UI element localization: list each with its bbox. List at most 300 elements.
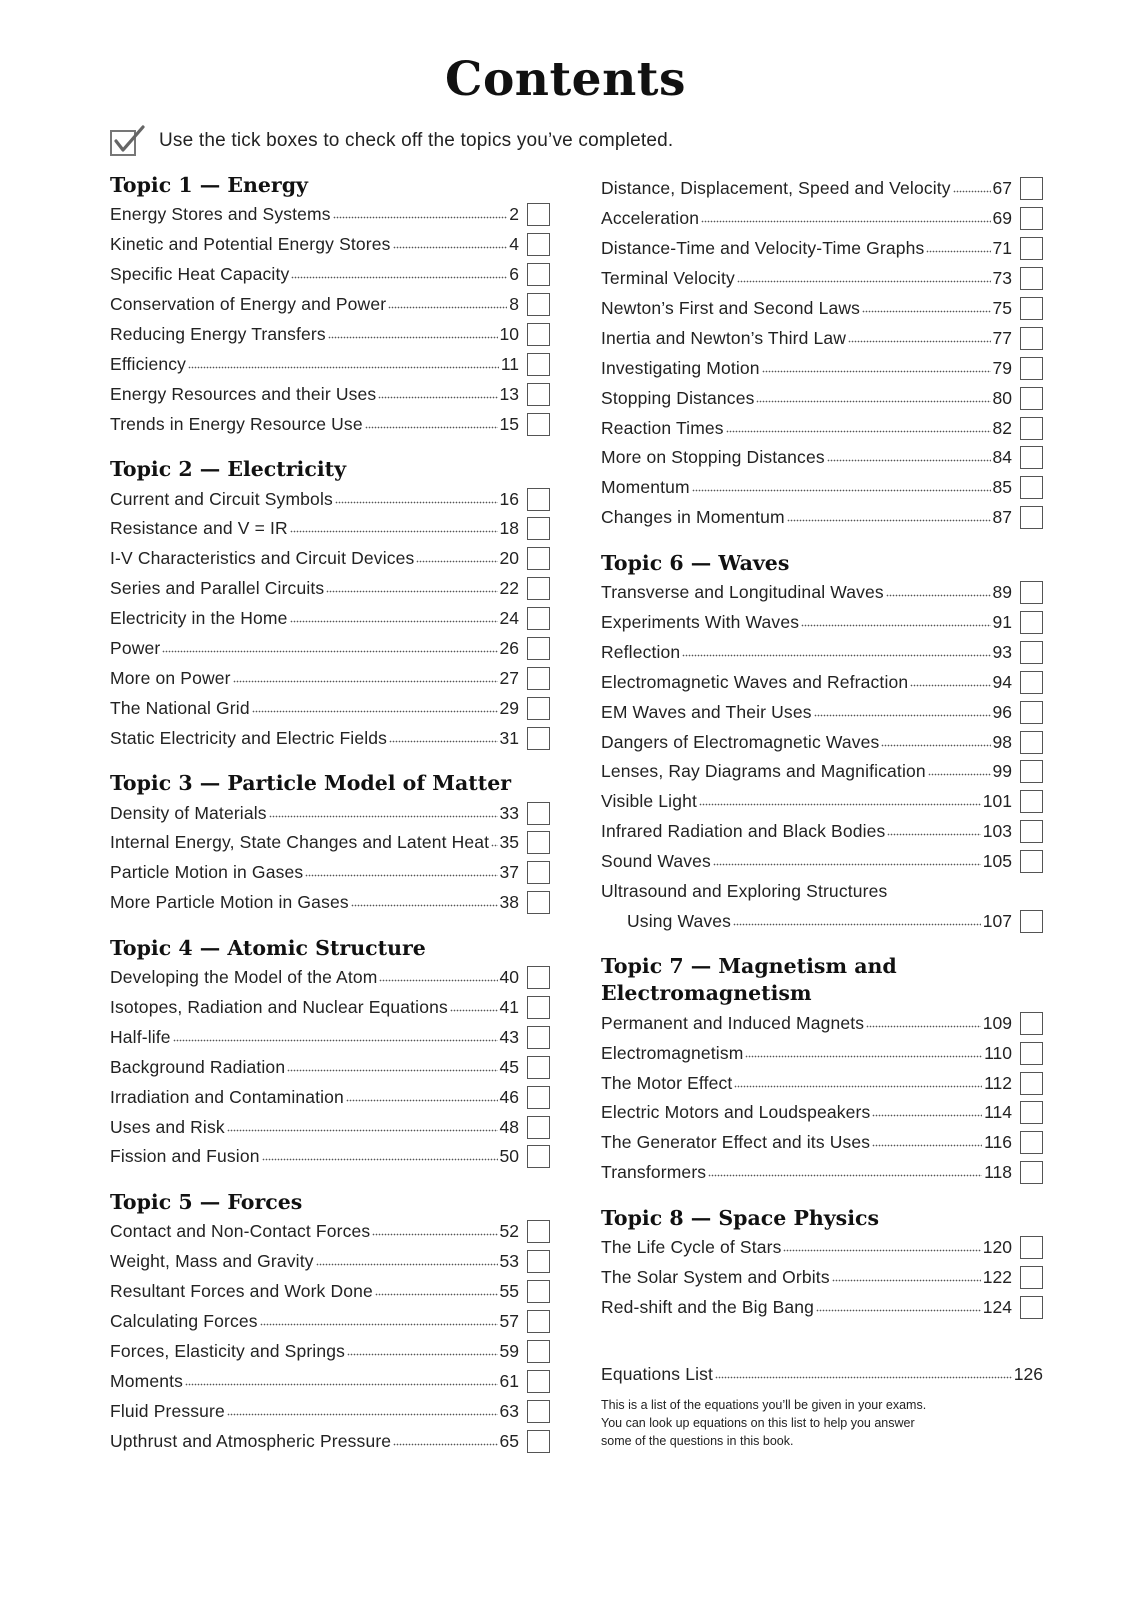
entry-title: Conservation of Energy and Power: [110, 294, 387, 315]
tick-instructions: [110, 125, 673, 157]
tick-box-checkbox[interactable]: [1020, 506, 1043, 529]
tick-box-checkbox[interactable]: [1020, 267, 1043, 290]
page-number: 40: [499, 967, 519, 988]
contents-entry[interactable]: [110, 963, 550, 993]
tick-box-checkbox[interactable]: [1020, 1072, 1043, 1095]
contents-entry[interactable]: [601, 264, 1043, 294]
tick-box-checkbox[interactable]: [527, 727, 550, 750]
entry-title: Series and Parallel Circuits: [110, 578, 325, 599]
entry-title: Isotopes, Radiation and Nuclear Equations: [110, 997, 448, 1018]
dot-leader: [756, 399, 990, 404]
contents-entry[interactable]: [601, 1068, 1043, 1098]
contents-entry[interactable]: [110, 200, 550, 230]
page-number: 87: [992, 507, 1012, 528]
contents-entry[interactable]: [601, 1008, 1043, 1038]
contents-entry[interactable]: [110, 260, 550, 290]
page-number: 11: [500, 353, 519, 374]
topic-section: [110, 456, 550, 753]
tick-box-checkbox[interactable]: [527, 1340, 550, 1363]
dot-leader: [188, 365, 499, 370]
contents-entry[interactable]: [110, 1337, 550, 1367]
tick-box-checkbox[interactable]: [1020, 1236, 1043, 1259]
entry-title: Momentum: [601, 477, 690, 498]
contents-entry[interactable]: [601, 413, 1043, 443]
entry-title: More on Stopping Distances: [601, 447, 825, 468]
page-number: 38: [499, 892, 519, 913]
entry-title: Energy Resources and their Uses: [110, 383, 377, 404]
contents-entry[interactable]: [601, 383, 1043, 413]
contents-entry[interactable]: [110, 1396, 550, 1426]
tick-box-checkbox[interactable]: [1020, 581, 1043, 604]
contents-entry[interactable]: [601, 757, 1043, 787]
page-number: 15: [499, 413, 519, 434]
page-number: 124: [982, 1296, 1012, 1317]
page-number: 105: [982, 851, 1012, 872]
dot-leader: [162, 649, 497, 654]
entry-title: Electromagnetic Waves and Refraction: [601, 671, 909, 692]
dot-leader: [701, 219, 990, 224]
tick-box-checkbox[interactable]: [527, 1116, 550, 1139]
tick-box-checkbox[interactable]: [527, 517, 550, 540]
page-number: 16: [499, 488, 519, 509]
tick-box-checkbox[interactable]: [1020, 237, 1043, 260]
topic-section: [110, 172, 550, 439]
contents-entry[interactable]: [110, 544, 550, 574]
contents-entry[interactable]: [110, 1022, 550, 1052]
dot-leader: [326, 589, 497, 594]
dot-leader: [227, 1128, 498, 1133]
entry-title: Dangers of Electromagnetic Waves: [601, 731, 880, 752]
tick-box-checkbox[interactable]: [527, 996, 550, 1019]
tick-box-checkbox[interactable]: [527, 1145, 550, 1168]
dot-leader: [910, 683, 990, 688]
page-number: 84: [992, 447, 1012, 468]
contents-entry[interactable]: [601, 1158, 1043, 1188]
entry-title: Reducing Energy Transfers: [110, 324, 326, 344]
tick-box-checkbox[interactable]: [527, 1250, 550, 1273]
dot-leader: [262, 1157, 498, 1162]
dot-leader: [491, 843, 497, 848]
entry-title: Specific Heat Capacity: [110, 264, 290, 285]
page-number: 82: [992, 417, 1012, 438]
dot-leader: [305, 873, 497, 878]
dot-leader: [372, 1232, 497, 1237]
entry-title: Moments: [110, 1370, 184, 1391]
tick-box-checkbox[interactable]: [1020, 1042, 1043, 1065]
page-number: 2: [509, 204, 519, 225]
contents-right-column: [601, 172, 1043, 1322]
contents-entry[interactable]: [110, 230, 550, 260]
tick-box-checkbox[interactable]: [527, 488, 550, 511]
contents-entry[interactable]: [110, 1112, 550, 1142]
page-number: 6: [509, 264, 519, 285]
page-number: 85: [992, 477, 1012, 498]
tick-box-checkbox[interactable]: [527, 697, 550, 720]
dot-leader: [827, 458, 991, 463]
tick-box-checkbox[interactable]: [1020, 207, 1043, 230]
contents-entry[interactable]: [110, 574, 550, 604]
topic-heading: Topic 1 — Energy: [110, 173, 308, 197]
topic-heading: Topic 4 — Atomic Structure: [110, 935, 426, 960]
tick-box-checkbox[interactable]: [1020, 910, 1043, 933]
topic-heading: Topic 6 — Waves: [601, 550, 790, 575]
page-number: 98: [992, 731, 1012, 752]
contents-entry[interactable]: [110, 888, 550, 918]
contents-entry[interactable]: [601, 1263, 1043, 1293]
page-number: 118: [984, 1162, 1012, 1183]
tick-box-checkbox[interactable]: [527, 1370, 550, 1393]
contents-entry[interactable]: [110, 1247, 550, 1277]
page-number: 8: [509, 294, 519, 315]
page-number: 109: [982, 1012, 1012, 1033]
entry-title: Background Radiation: [110, 1056, 286, 1077]
page-number: 126: [1013, 1364, 1043, 1385]
tick-box-checkbox[interactable]: [1020, 1101, 1043, 1124]
tick-box-checkbox[interactable]: [527, 637, 550, 660]
tick-box-checkbox[interactable]: [527, 413, 550, 436]
contents-entry[interactable]: [601, 473, 1043, 503]
page-number: 65: [499, 1430, 519, 1451]
entry-title: Reaction Times: [601, 417, 724, 438]
tick-box-checkbox[interactable]: [1020, 476, 1043, 499]
page-number: 46: [499, 1086, 519, 1107]
tick-box-checkbox[interactable]: [1020, 177, 1043, 200]
tick-box-checkbox[interactable]: [527, 383, 550, 406]
page-number: 89: [992, 582, 1012, 603]
entry-title: Lenses, Ray Diagrams and Magnification: [601, 761, 926, 782]
entry-title: Developing the Model of the Atom: [110, 967, 378, 988]
contents-entry[interactable]: [601, 353, 1043, 383]
entry-title: Efficiency: [110, 353, 187, 374]
contents-entry[interactable]: [601, 877, 1043, 907]
contents-entry[interactable]: [601, 608, 1043, 638]
topic-section: [601, 1205, 1043, 1323]
topic-heading: Topic 7 — Magnetism and: [601, 954, 897, 979]
entry-title: Ultrasound and Exploring Structures: [601, 881, 888, 902]
dot-leader: [814, 713, 991, 718]
page-number: 43: [499, 1026, 519, 1047]
dot-leader: [801, 623, 990, 628]
contents-entry[interactable]: [601, 578, 1043, 608]
entry-title: Density of Materials: [110, 802, 267, 823]
dot-leader: [715, 1375, 1012, 1380]
page-number: 26: [499, 638, 519, 659]
page-number: 71: [992, 238, 1012, 259]
entry-title: Distance, Displacement, Speed and Velocity: [601, 178, 951, 199]
page-number: 122: [982, 1267, 1012, 1288]
page-number: 41: [499, 997, 519, 1018]
tick-box-checkbox[interactable]: [527, 577, 550, 600]
page-number: 10: [499, 324, 519, 344]
page-number: 80: [992, 387, 1012, 408]
page-number: 35: [499, 832, 519, 853]
contents-entry[interactable]: [601, 787, 1043, 817]
dot-leader: [692, 488, 991, 493]
tick-box-checkbox[interactable]: [1020, 1131, 1043, 1154]
topic-heading: Topic 5 — Forces: [110, 1189, 303, 1214]
tick-box-checkbox[interactable]: [1020, 357, 1043, 380]
entry-title: Irradiation and Contamination: [110, 1086, 344, 1107]
tick-box-checkbox[interactable]: [1020, 297, 1043, 320]
intro-text: Use the tick boxes to check off the topics you’ve completed.: [159, 130, 674, 151]
contents-entry[interactable]: [601, 294, 1043, 324]
dot-leader: [713, 862, 981, 867]
contents-entry[interactable]: [601, 503, 1043, 533]
page-number: 116: [984, 1132, 1012, 1153]
tick-box-checkbox[interactable]: [1020, 387, 1043, 410]
entry-title: Changes in Momentum: [601, 507, 785, 528]
page-number: 75: [992, 298, 1012, 318]
contents-entry[interactable]: [110, 514, 550, 544]
entry-title: Permanent and Induced Magnets: [601, 1012, 865, 1033]
contents-entry[interactable]: [601, 847, 1043, 877]
dot-leader: [886, 593, 991, 598]
contents-entry[interactable]: [110, 484, 550, 514]
entry-title: The Solar System and Orbits: [601, 1267, 830, 1288]
contents-entry[interactable]: [110, 993, 550, 1023]
dot-leader: [287, 1068, 497, 1073]
tick-box-checkbox[interactable]: [1020, 1266, 1043, 1289]
dot-leader: [872, 1143, 982, 1148]
contents-entry[interactable]: [110, 1142, 550, 1172]
tick-box-checkbox[interactable]: [527, 1056, 550, 1079]
page-number: 94: [992, 671, 1012, 692]
dot-leader: [726, 429, 991, 434]
dot-leader: [379, 978, 497, 983]
tick-box-checkbox[interactable]: [527, 891, 550, 914]
tick-box-checkbox[interactable]: [527, 263, 550, 286]
contents-entry[interactable]: [601, 234, 1043, 264]
tick-box-checkbox[interactable]: [1020, 417, 1043, 440]
tick-box-checkbox[interactable]: [527, 1430, 550, 1453]
topic-heading: Topic 8 — Space Physics: [601, 1205, 880, 1230]
tick-box-checkbox[interactable]: [527, 547, 550, 570]
entry-title: The National Grid: [110, 697, 250, 718]
contents-entry[interactable]: [601, 1128, 1043, 1158]
dot-leader: [252, 709, 498, 714]
contents-entry[interactable]: [110, 828, 550, 858]
contents-entry[interactable]: [110, 1052, 550, 1082]
contents-entry[interactable]: [601, 667, 1043, 697]
contents-entry[interactable]: [110, 798, 550, 828]
tick-box-checkbox[interactable]: [527, 233, 550, 256]
entry-title: Experiments With Waves: [601, 612, 800, 633]
entry-title: Red-shift and the Big Bang: [601, 1296, 815, 1317]
dot-leader: [290, 619, 498, 624]
dot-leader: [926, 249, 990, 254]
contents-entry[interactable]: [110, 663, 550, 693]
dot-leader: [866, 1024, 981, 1029]
entry-title: Newton’s First and Second Laws: [601, 298, 861, 318]
topic-heading: Electromagnetism: [601, 981, 812, 1006]
contents-entry[interactable]: [110, 320, 550, 350]
page-number: 79: [992, 357, 1012, 378]
equations-list-entry[interactable]: [601, 1360, 1043, 1390]
dot-leader: [335, 500, 498, 505]
contents-entry[interactable]: [601, 1098, 1043, 1128]
page-number: 99: [992, 761, 1012, 782]
tick-box-checkbox[interactable]: [527, 1310, 550, 1333]
dot-leader: [351, 903, 498, 908]
dot-leader: [378, 395, 497, 400]
page-number: 57: [499, 1311, 519, 1332]
contents-entry[interactable]: [601, 443, 1043, 473]
page-number: 45: [499, 1056, 519, 1077]
page-number: 63: [499, 1400, 519, 1421]
tick-box-checkbox[interactable]: [527, 607, 550, 630]
dot-leader: [291, 275, 507, 280]
tick-box-checkbox[interactable]: [527, 861, 550, 884]
dot-leader: [388, 305, 507, 310]
entry-title: Electromagnetism: [601, 1042, 744, 1063]
page-number: 59: [499, 1340, 519, 1361]
entry-title: Investigating Motion: [601, 357, 760, 378]
entry-title: The Motor Effect: [601, 1072, 733, 1093]
tick-box-checkbox[interactable]: [1020, 731, 1043, 754]
page-number: 67: [992, 178, 1012, 199]
entry-title: Electricity in the Home: [110, 608, 288, 629]
dot-leader: [881, 743, 990, 748]
dot-leader: [928, 772, 991, 777]
tick-box-checkbox[interactable]: [527, 1220, 550, 1243]
topic-heading: Topic 3 — Particle Model of Matter: [110, 771, 512, 796]
entry-title: Kinetic and Potential Energy Stores: [110, 234, 391, 255]
contents-entry[interactable]: [601, 1293, 1043, 1323]
tick-box-checkbox[interactable]: [1020, 1296, 1043, 1319]
page-number: 22: [499, 578, 519, 599]
contents-entry[interactable]: [110, 379, 550, 409]
contents-entry[interactable]: [110, 290, 550, 320]
dot-leader: [745, 1054, 982, 1059]
contents-entry[interactable]: [110, 1307, 550, 1337]
entry-title: Particle Motion in Gases: [110, 862, 304, 883]
contents-entry[interactable]: [601, 906, 1043, 936]
tick-box-checkbox[interactable]: [1020, 1161, 1043, 1184]
dot-leader: [389, 739, 497, 744]
dot-leader: [416, 559, 497, 564]
tick-box-checkbox[interactable]: [1020, 760, 1043, 783]
page-number: 101: [982, 791, 1012, 812]
entry-title: Equations List: [601, 1364, 714, 1385]
dot-leader: [393, 1442, 497, 1447]
page-number: 48: [499, 1116, 519, 1137]
tick-box-checkbox[interactable]: [1020, 641, 1043, 664]
entry-title: More Particle Motion in Gases: [110, 892, 349, 913]
page-number: 27: [499, 667, 519, 688]
contents-entry[interactable]: [110, 634, 550, 664]
tick-box-checkbox[interactable]: [1020, 327, 1043, 350]
dot-leader: [708, 1173, 982, 1178]
tick-box-checkbox[interactable]: [1020, 701, 1043, 724]
entry-title: Acceleration: [601, 208, 700, 229]
tick-box-checkbox[interactable]: [527, 203, 550, 226]
tick-box-checkbox[interactable]: [1020, 671, 1043, 694]
tick-box-checkbox[interactable]: [527, 802, 550, 825]
entry-title: The Generator Effect and its Uses: [601, 1132, 871, 1153]
contents-entry[interactable]: [110, 1217, 550, 1247]
topic-section: [110, 935, 550, 1172]
entry-title: Inertia and Newton’s Third Law: [601, 327, 847, 348]
contents-entry[interactable]: [110, 693, 550, 723]
equations-list-section: [601, 1360, 1043, 1450]
contents-entry[interactable]: [110, 1366, 550, 1396]
page-number: 96: [992, 701, 1012, 722]
entry-title: I-V Characteristics and Circuit Devices: [110, 548, 415, 569]
contents-entry[interactable]: [601, 1038, 1043, 1068]
entry-title: Fission and Fusion: [110, 1146, 260, 1167]
topic-5-continued: [601, 174, 1043, 533]
entry-title: Terminal Velocity: [601, 268, 735, 289]
dot-leader: [260, 1322, 498, 1327]
tick-box-checkbox[interactable]: [527, 293, 550, 316]
tick-box-checkbox[interactable]: [527, 353, 550, 376]
tick-box-checkbox[interactable]: [1020, 446, 1043, 469]
tick-box-checkbox[interactable]: [527, 667, 550, 690]
contents-entry[interactable]: [601, 204, 1043, 234]
contents-entry[interactable]: [110, 349, 550, 379]
tick-box-checkbox[interactable]: [527, 1280, 550, 1303]
dot-leader: [347, 1352, 498, 1357]
page-number: 55: [499, 1281, 519, 1302]
topic-section: [601, 550, 1043, 937]
page-number: 112: [984, 1072, 1012, 1093]
dot-leader: [733, 922, 981, 927]
dot-leader: [365, 425, 498, 430]
tick-box-checkbox[interactable]: [1020, 820, 1043, 843]
contents-entry[interactable]: [601, 817, 1043, 847]
tick-box-checkbox[interactable]: [1020, 850, 1043, 873]
tick-box-checkbox[interactable]: [527, 323, 550, 346]
page-number: 61: [499, 1370, 519, 1391]
contents-entry[interactable]: [110, 723, 550, 753]
page-number: 4: [509, 234, 519, 255]
contents-entry[interactable]: [110, 409, 550, 439]
entry-title: Stopping Distances: [601, 387, 755, 408]
page-number: 31: [499, 727, 519, 748]
page-number: 110: [984, 1042, 1012, 1063]
dot-leader: [832, 1278, 981, 1283]
dot-leader: [290, 529, 498, 534]
contents-entry[interactable]: [601, 174, 1043, 204]
contents-entry[interactable]: [601, 1233, 1043, 1263]
entry-title: Transverse and Longitudinal Waves: [601, 582, 884, 603]
tick-box-checkbox[interactable]: [527, 831, 550, 854]
dot-leader: [737, 279, 991, 284]
tick-box-checkbox[interactable]: [527, 1086, 550, 1109]
contents-entry[interactable]: [110, 1277, 550, 1307]
contents-entry[interactable]: [110, 858, 550, 888]
contents-entry[interactable]: [110, 1426, 550, 1456]
contents-entry[interactable]: [601, 697, 1043, 727]
tick-box-checkbox[interactable]: [1020, 790, 1043, 813]
entry-title: Electric Motors and Loudspeakers: [601, 1102, 871, 1123]
tick-box-checkbox[interactable]: [1020, 1012, 1043, 1035]
tick-box-checkbox[interactable]: [527, 1026, 550, 1049]
contents-entry[interactable]: [601, 637, 1043, 667]
contents-entry[interactable]: [110, 1082, 550, 1112]
page-number: 103: [982, 821, 1012, 842]
entry-title: Resultant Forces and Work Done: [110, 1281, 373, 1302]
tick-box-checkbox[interactable]: [1020, 611, 1043, 634]
page-number: 33: [499, 802, 519, 823]
dot-leader: [783, 1248, 980, 1253]
dot-leader: [953, 189, 991, 194]
contents-entry[interactable]: [110, 604, 550, 634]
tick-box-checkbox[interactable]: [527, 1400, 550, 1423]
contents-entry[interactable]: [601, 323, 1043, 353]
contents-entry[interactable]: [601, 727, 1043, 757]
tick-box-checkbox[interactable]: [527, 966, 550, 989]
